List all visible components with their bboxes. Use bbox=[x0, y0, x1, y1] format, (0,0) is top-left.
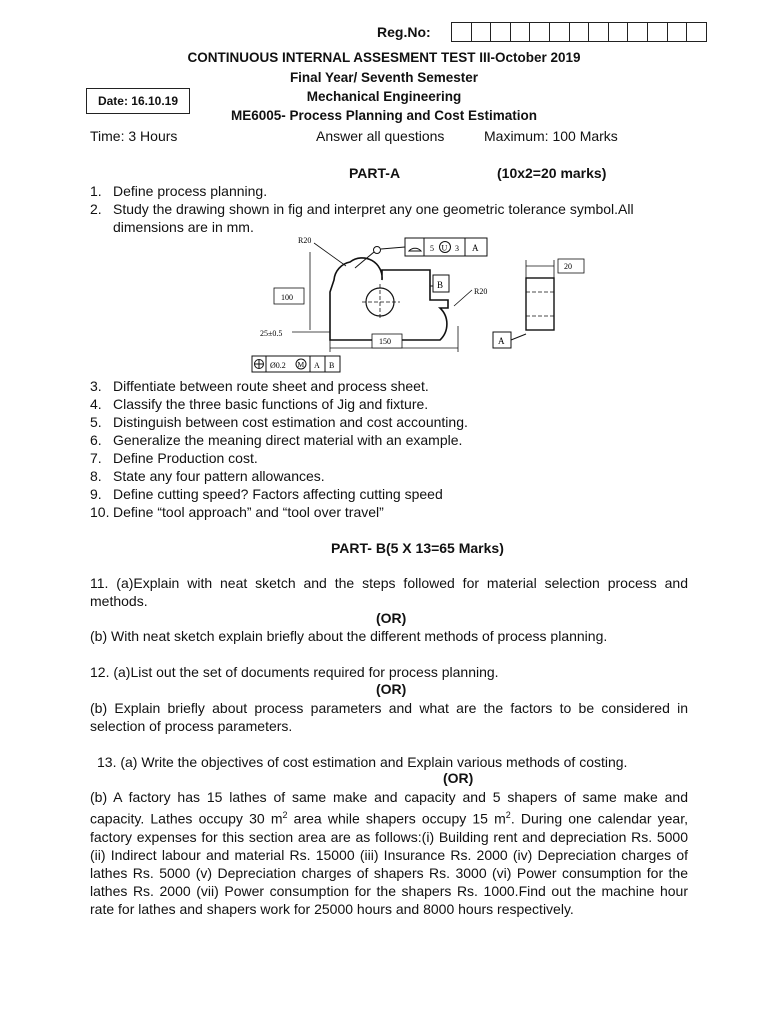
instructions: Answer all questions bbox=[316, 128, 445, 144]
r20-top-label: R20 bbox=[298, 236, 312, 245]
question-13b bbox=[90, 788, 688, 918]
list-item bbox=[90, 200, 634, 218]
engineering-drawing bbox=[250, 230, 610, 378]
question-text: Study the drawing shown in fig and interpret any one geometric tolerance symbol.All bbox=[113, 201, 634, 217]
reg-no-box[interactable] bbox=[451, 22, 472, 42]
question-text: Define process planning. bbox=[113, 183, 268, 199]
reg-no-box[interactable] bbox=[608, 22, 629, 42]
reg-no-box[interactable] bbox=[490, 22, 511, 42]
fcf-bottom-datum-b: B bbox=[329, 361, 335, 370]
fcf-bottom-tolerance: Ø0.2 bbox=[270, 361, 286, 370]
question-number: 9. bbox=[90, 486, 102, 502]
question-11a: 11. (a)Explain with neat sketch and the steps followed for material selection process and methods. bbox=[90, 575, 688, 609]
course-title: ME6005- Process Planning and Cost Estimation bbox=[230, 108, 538, 123]
list-item bbox=[90, 449, 468, 467]
superscript: 2 bbox=[282, 810, 288, 820]
bottom-feature-control-frame bbox=[252, 356, 340, 372]
reg-no-box[interactable] bbox=[667, 22, 688, 42]
question-number: 10. bbox=[90, 504, 110, 520]
list-item bbox=[90, 377, 468, 395]
list-item bbox=[90, 395, 468, 413]
question-number: 1. bbox=[90, 183, 102, 199]
question-text: Define cutting speed? Factors affecting cutting speed bbox=[113, 486, 443, 502]
or-label: (OR) bbox=[443, 770, 474, 786]
list-item bbox=[90, 467, 468, 485]
fcf-top-datum: A bbox=[472, 243, 479, 253]
question-number: 6. bbox=[90, 432, 102, 448]
dim-100-label: 100 bbox=[281, 293, 293, 302]
question-text: Classify the three basic functions of Jig and fixture. bbox=[113, 396, 429, 412]
question-text: Diffentiate between route sheet and process sheet. bbox=[113, 378, 429, 394]
question-text: dimensions are in mm. bbox=[113, 219, 254, 235]
reg-no-box[interactable] bbox=[529, 22, 550, 42]
date-box: Date: 16.10.19 bbox=[86, 88, 190, 114]
question-13a: 13. (a) Write the objectives of cost estimation and Explain various methods of costing. bbox=[97, 754, 628, 770]
question-13b-text-1: (b) A factory has 15 lathes of same make and capacity and 5 shapers of same make and capacity. Lathes occupy 30 m bbox=[90, 789, 688, 827]
question-text: Distinguish between cost estimation and cost accounting. bbox=[113, 414, 468, 430]
test-title: CONTINUOUS INTERNAL ASSESMENT TEST III-October 2019 bbox=[187, 50, 581, 65]
question-number: 4. bbox=[90, 396, 102, 412]
time-info: Time: 3 Hours bbox=[90, 128, 178, 144]
question-text: State any four pattern allowances. bbox=[113, 468, 325, 484]
reg-no-box[interactable] bbox=[627, 22, 648, 42]
fcf-top-tolerance: 5 bbox=[430, 244, 434, 253]
part-a-questions-rest bbox=[90, 377, 468, 521]
question-text: Define Production cost. bbox=[113, 450, 258, 466]
reg-no-box[interactable] bbox=[471, 22, 492, 42]
list-item bbox=[90, 485, 468, 503]
question-number: 8. bbox=[90, 468, 102, 484]
question-13b-text-2: area while shapers occupy 15 m bbox=[287, 810, 506, 827]
question-number: 3. bbox=[90, 378, 102, 394]
part-a-marks: (10x2=20 marks) bbox=[497, 165, 607, 181]
question-11b: (b) With neat sketch explain briefly about the different methods of process planning. bbox=[90, 628, 608, 644]
fcf-top-value: 3 bbox=[455, 244, 459, 253]
dim-25-label: 25±0.5 bbox=[260, 329, 283, 338]
datum-a-label: A bbox=[498, 336, 505, 346]
reg-no-box[interactable] bbox=[588, 22, 609, 42]
reg-no-box[interactable] bbox=[686, 22, 707, 42]
reg-no-boxes[interactable] bbox=[452, 22, 707, 42]
list-item bbox=[90, 503, 468, 521]
top-feature-control-frame bbox=[405, 238, 487, 256]
question-number: 5. bbox=[90, 414, 102, 430]
dim-20-label: 20 bbox=[564, 262, 572, 271]
year-semester: Final Year/ Seventh Semester bbox=[289, 70, 479, 85]
superscript: 2 bbox=[505, 810, 511, 820]
or-label: (OR) bbox=[376, 610, 407, 626]
department: Mechanical Engineering bbox=[306, 89, 462, 104]
reg-no-label: Reg.No: bbox=[377, 24, 431, 40]
max-marks: Maximum: 100 Marks bbox=[484, 128, 618, 144]
list-item bbox=[90, 431, 468, 449]
reg-no-box[interactable] bbox=[569, 22, 590, 42]
question-number: 7. bbox=[90, 450, 102, 466]
list-item bbox=[90, 413, 468, 431]
question-number: 2. bbox=[90, 201, 102, 217]
part-a-title: PART-A bbox=[349, 165, 401, 181]
or-label: (OR) bbox=[376, 681, 407, 697]
question-13b-text-3: . During one calendar year, factory expenses for this section area are as follows:(i) Building rent and depreciation Rs. 5000 (ii) Indirect labour and material Rs. 15000 (iii) Insurance Rs. 2000 (iv) Depreciation charges of lathes Rs. 5000 (v) Depreciation charges of shapers Rs. 3000 (vi) Power consumption for the lathes Rs. 2000 (vii) Power consumption for the shapers Rs. 1000.Find out the machine hour rate for lathes and shapers work for 25000 hours and 8000 hours respectively. bbox=[90, 810, 688, 917]
r20-right-label: R20 bbox=[474, 287, 488, 296]
question-text: Define “tool approach” and “tool over travel” bbox=[113, 504, 384, 520]
datum-b-label: B bbox=[437, 280, 444, 290]
fcf-bottom-modifier: M bbox=[297, 360, 305, 369]
reg-no-box[interactable] bbox=[647, 22, 668, 42]
question-12b: (b) Explain briefly about process parameters and what are the factors to be considered in selection of process parameters. bbox=[90, 700, 688, 734]
question-12a: 12. (a)List out the set of documents required for process planning. bbox=[90, 664, 499, 680]
list-item bbox=[90, 182, 634, 200]
question-text: Generalize the meaning direct material with an example. bbox=[113, 432, 463, 448]
fcf-bottom-datum-a: A bbox=[314, 361, 320, 370]
dim-150-label: 150 bbox=[379, 337, 391, 346]
part-b-title: PART- B(5 X 13=65 Marks) bbox=[331, 540, 504, 556]
reg-no-box[interactable] bbox=[549, 22, 570, 42]
fcf-top-modifier: U bbox=[441, 243, 448, 253]
part-a-questions-top bbox=[90, 182, 634, 236]
reg-no-box[interactable] bbox=[510, 22, 531, 42]
